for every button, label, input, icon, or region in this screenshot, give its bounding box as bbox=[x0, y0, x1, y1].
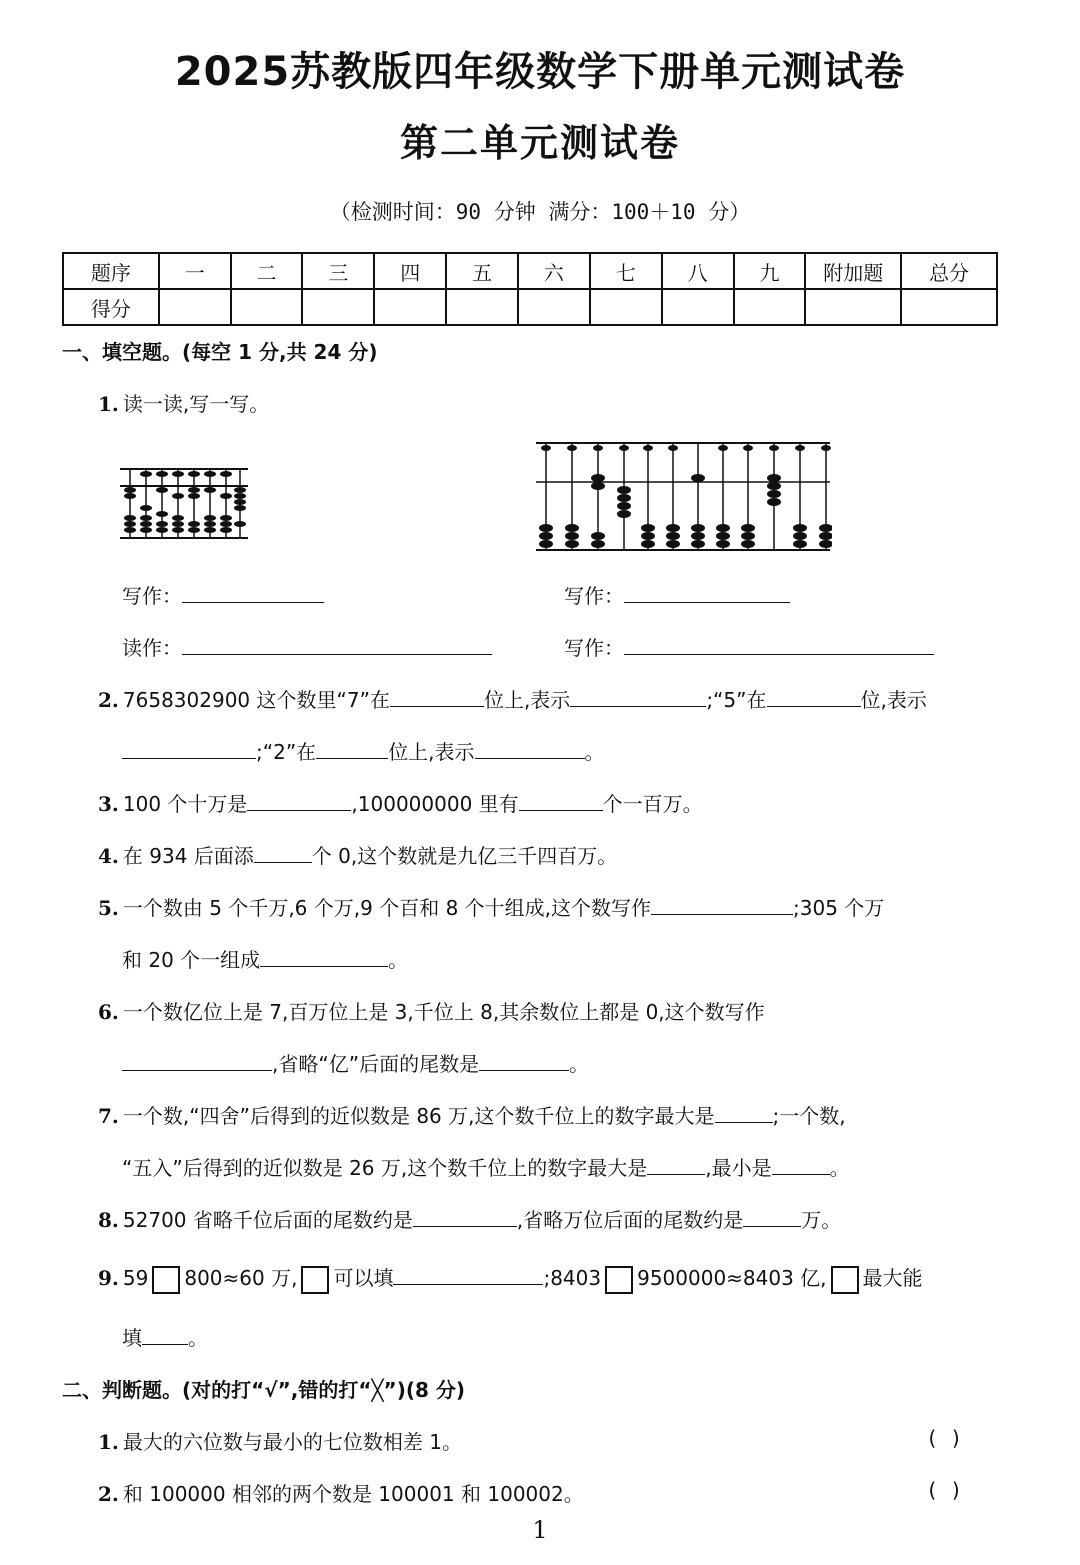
question-text: ,省略“亿”后面的尾数是 bbox=[272, 1052, 480, 1076]
answer-blank[interactable] bbox=[260, 949, 388, 967]
answer-blank[interactable] bbox=[142, 1327, 188, 1345]
time-info: （检测时间：90 分钟 满分：100＋10 分） bbox=[329, 200, 751, 224]
judge-question-2 bbox=[98, 1478, 584, 1507]
question-number: 2. bbox=[98, 1482, 119, 1506]
question-text: 7658302900 这个数里“7”在 bbox=[122, 688, 390, 712]
answer-blank[interactable] bbox=[743, 1209, 801, 1227]
answer-parentheses[interactable]: ( ) bbox=[926, 1478, 963, 1502]
answer-blank[interactable] bbox=[772, 1157, 830, 1175]
digit-box[interactable] bbox=[301, 1266, 329, 1294]
score-table-score-row bbox=[63, 289, 997, 325]
score-cell[interactable] bbox=[446, 289, 518, 325]
digit-box[interactable] bbox=[152, 1266, 180, 1294]
answer-blank[interactable] bbox=[247, 793, 351, 811]
question-text: 100 个十万是 bbox=[122, 792, 248, 816]
question-text: ;8403 bbox=[543, 1266, 602, 1290]
answer-blank[interactable] bbox=[715, 1105, 773, 1123]
table-cell: 题序 bbox=[63, 253, 159, 289]
question-number: 9. bbox=[98, 1266, 119, 1290]
question-number: 1. bbox=[98, 392, 119, 416]
table-cell: 附加题 bbox=[805, 253, 901, 289]
table-cell: 总分 bbox=[901, 253, 997, 289]
answer-blank[interactable] bbox=[316, 741, 388, 759]
question-text: 一个数,“四舍”后得到的近似数是 86 万,这个数千位上的数字最大是 bbox=[122, 1104, 715, 1128]
question-text: 800≈60 万, bbox=[184, 1266, 298, 1290]
question-text: ;305 个万 bbox=[793, 896, 885, 920]
answer-blank[interactable] bbox=[624, 637, 934, 655]
question-text: 最大的六位数与最小的七位数相差 1。 bbox=[122, 1430, 462, 1454]
question-text: 个一百万。 bbox=[602, 792, 703, 816]
write-label: 写作： bbox=[564, 584, 624, 608]
table-cell: 三 bbox=[302, 253, 374, 289]
answer-blank[interactable] bbox=[651, 897, 793, 915]
question-text: ,省略万位后面的尾数约是 bbox=[516, 1208, 744, 1232]
question-text: 59 bbox=[122, 1266, 149, 1290]
answer-blank[interactable] bbox=[479, 1053, 569, 1071]
question-text: ;“5”在 bbox=[706, 688, 767, 712]
section-1-title: 一、填空题。(每空 1 分,共 24 分) bbox=[62, 340, 378, 364]
question-text: 最大能 bbox=[862, 1266, 923, 1290]
score-cell[interactable] bbox=[231, 289, 303, 325]
judge-question-1 bbox=[98, 1426, 462, 1455]
question-text: ,最小是 bbox=[705, 1156, 772, 1180]
abacus-small-icon bbox=[120, 466, 250, 542]
section-2-title: 二、判断题。(对的打“√”,错的打“╳”)(8 分) bbox=[62, 1378, 465, 1402]
question-text: ,100000000 里有 bbox=[351, 792, 519, 816]
answer-blank[interactable] bbox=[182, 585, 324, 603]
question-text: “五入”后得到的近似数是 26 万,这个数千位上的数字最大是 bbox=[122, 1156, 648, 1180]
question-text: 个 0,这个数就是九亿三千四百万。 bbox=[311, 844, 618, 868]
question-6 bbox=[98, 996, 765, 1025]
answer-blank[interactable] bbox=[393, 1267, 543, 1285]
answer-blank[interactable] bbox=[254, 845, 312, 863]
table-cell: 七 bbox=[590, 253, 662, 289]
score-cell[interactable] bbox=[662, 289, 734, 325]
digit-box[interactable] bbox=[605, 1266, 633, 1294]
write-label: 写作： bbox=[122, 584, 182, 608]
table-cell: 九 bbox=[734, 253, 806, 289]
question-text: 9500000≈8403 亿, bbox=[637, 1266, 827, 1290]
score-cell[interactable] bbox=[805, 289, 901, 325]
question-text: 一个数亿位上是 7,百万位上是 3,千位上 8,其余数位上都是 0,这个数写作 bbox=[122, 1000, 765, 1024]
table-cell: 六 bbox=[518, 253, 590, 289]
table-cell: 二 bbox=[231, 253, 303, 289]
score-cell[interactable] bbox=[302, 289, 374, 325]
q1-write-right-2 bbox=[564, 632, 934, 661]
question-number: 2. bbox=[98, 688, 119, 712]
read-label: 读作： bbox=[122, 636, 182, 660]
question-text: 一个数由 5 个千万,6 个万,9 个百和 8 个十组成,这个数写作 bbox=[122, 896, 652, 920]
answer-blank[interactable] bbox=[475, 741, 585, 759]
q1-read-left bbox=[122, 632, 492, 661]
question-4 bbox=[98, 840, 617, 869]
question-text: 。 bbox=[584, 740, 605, 764]
question-1 bbox=[98, 388, 269, 417]
question-text: 。 bbox=[188, 1326, 208, 1350]
answer-blank[interactable] bbox=[767, 689, 861, 707]
question-number: 1. bbox=[98, 1430, 119, 1454]
question-2-line2 bbox=[122, 736, 605, 765]
question-3 bbox=[98, 788, 703, 817]
question-text: 万。 bbox=[801, 1208, 842, 1232]
answer-blank[interactable] bbox=[122, 741, 256, 759]
question-6-line2 bbox=[122, 1048, 589, 1077]
question-number: 3. bbox=[98, 792, 119, 816]
answer-blank[interactable] bbox=[182, 637, 492, 655]
question-9-line2 bbox=[122, 1322, 208, 1351]
question-text: ;一个数, bbox=[772, 1104, 846, 1128]
score-table bbox=[62, 252, 998, 326]
question-5-line2 bbox=[122, 944, 408, 973]
question-number: 8. bbox=[98, 1208, 119, 1232]
question-number: 7. bbox=[98, 1104, 119, 1128]
answer-parentheses[interactable]: ( ) bbox=[926, 1426, 963, 1450]
question-number: 5. bbox=[98, 896, 119, 920]
question-7 bbox=[98, 1100, 846, 1129]
question-text: 在 934 后面添 bbox=[122, 844, 254, 868]
score-cell[interactable] bbox=[374, 289, 446, 325]
answer-blank[interactable] bbox=[413, 1209, 517, 1227]
question-number: 6. bbox=[98, 1000, 119, 1024]
question-text: 52700 省略千位后面的尾数约是 bbox=[122, 1208, 413, 1232]
question-text: 。 bbox=[569, 1052, 590, 1076]
question-number: 4. bbox=[98, 844, 119, 868]
question-text: 可以填 bbox=[333, 1266, 394, 1290]
question-text: 位,表示 bbox=[860, 688, 927, 712]
question-5 bbox=[98, 892, 884, 921]
question-text: 读一读,写一写。 bbox=[122, 392, 270, 416]
question-8 bbox=[98, 1204, 841, 1233]
question-2 bbox=[98, 684, 927, 713]
abacus-large-icon bbox=[536, 440, 832, 552]
answer-blank[interactable] bbox=[624, 585, 790, 603]
answer-blank[interactable] bbox=[122, 1053, 272, 1071]
q1-write-right bbox=[564, 580, 790, 609]
unit-subtitle: 第二单元测试卷 bbox=[399, 120, 680, 165]
digit-box[interactable] bbox=[831, 1266, 859, 1294]
answer-blank[interactable] bbox=[570, 689, 706, 707]
score-cell[interactable] bbox=[734, 289, 806, 325]
question-text: ;“2”在 bbox=[256, 740, 317, 764]
score-cell[interactable] bbox=[901, 289, 997, 325]
answer-blank[interactable] bbox=[390, 689, 484, 707]
table-cell: 四 bbox=[374, 253, 446, 289]
score-cell[interactable] bbox=[590, 289, 662, 325]
question-text: 。 bbox=[388, 948, 409, 972]
q1-write-left bbox=[122, 580, 324, 609]
answer-blank[interactable] bbox=[647, 1157, 705, 1175]
question-text: 填 bbox=[122, 1326, 142, 1350]
question-text: 和 20 个一组成 bbox=[122, 948, 261, 972]
question-text: 和 100000 相邻的两个数是 100001 和 100002。 bbox=[122, 1482, 584, 1506]
question-text: 位上,表示 bbox=[388, 740, 475, 764]
write-label: 写作： bbox=[564, 636, 624, 660]
score-table-header-row bbox=[63, 253, 997, 289]
table-cell: 得分 bbox=[63, 289, 159, 325]
question-text: 位上,表示 bbox=[483, 688, 571, 712]
page-number: 1 bbox=[532, 1516, 548, 1544]
table-cell: 五 bbox=[446, 253, 518, 289]
question-7-line2 bbox=[122, 1152, 850, 1181]
document-title: 2025苏教版四年级数学下册单元测试卷 bbox=[174, 49, 906, 95]
table-cell: 八 bbox=[662, 253, 734, 289]
score-cell[interactable] bbox=[159, 289, 231, 325]
question-9 bbox=[98, 1262, 923, 1294]
table-cell: 一 bbox=[159, 253, 231, 289]
question-text: 。 bbox=[829, 1156, 850, 1180]
score-cell[interactable] bbox=[518, 289, 590, 325]
answer-blank[interactable] bbox=[519, 793, 603, 811]
